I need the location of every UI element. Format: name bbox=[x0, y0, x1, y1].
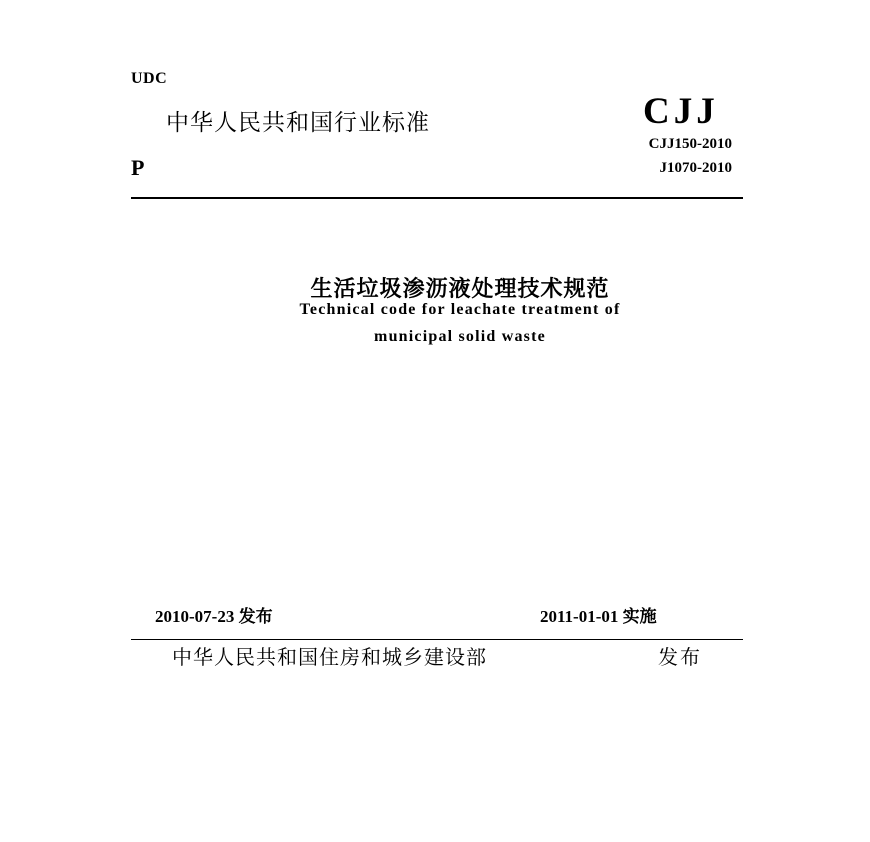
bottom-divider bbox=[131, 639, 743, 640]
standard-mark: CJJ bbox=[643, 91, 719, 132]
standard-code: CJJ150-2010 bbox=[648, 136, 732, 152]
document-title-chinese: 生活垃圾渗沥液处理技术规范 bbox=[310, 277, 610, 302]
publisher-name: 中华人民共和国住房和城乡建设部 bbox=[172, 645, 487, 669]
implementation-date: 2011-01-01 实施 bbox=[540, 607, 657, 626]
classification-code: P bbox=[131, 155, 145, 180]
record-code: J1070-2010 bbox=[659, 160, 732, 176]
publish-label: 发布 bbox=[658, 645, 702, 669]
top-divider bbox=[131, 197, 743, 199]
document-title-english-line2: municipal solid waste bbox=[374, 328, 546, 345]
document-title-english-line1: Technical code for leachate treatment of bbox=[299, 301, 621, 318]
industry-standard-title: 中华人民共和国行业标准 bbox=[166, 110, 430, 136]
issue-date: 2010-07-23 发布 bbox=[155, 607, 273, 626]
udc-label: UDC bbox=[131, 70, 168, 87]
